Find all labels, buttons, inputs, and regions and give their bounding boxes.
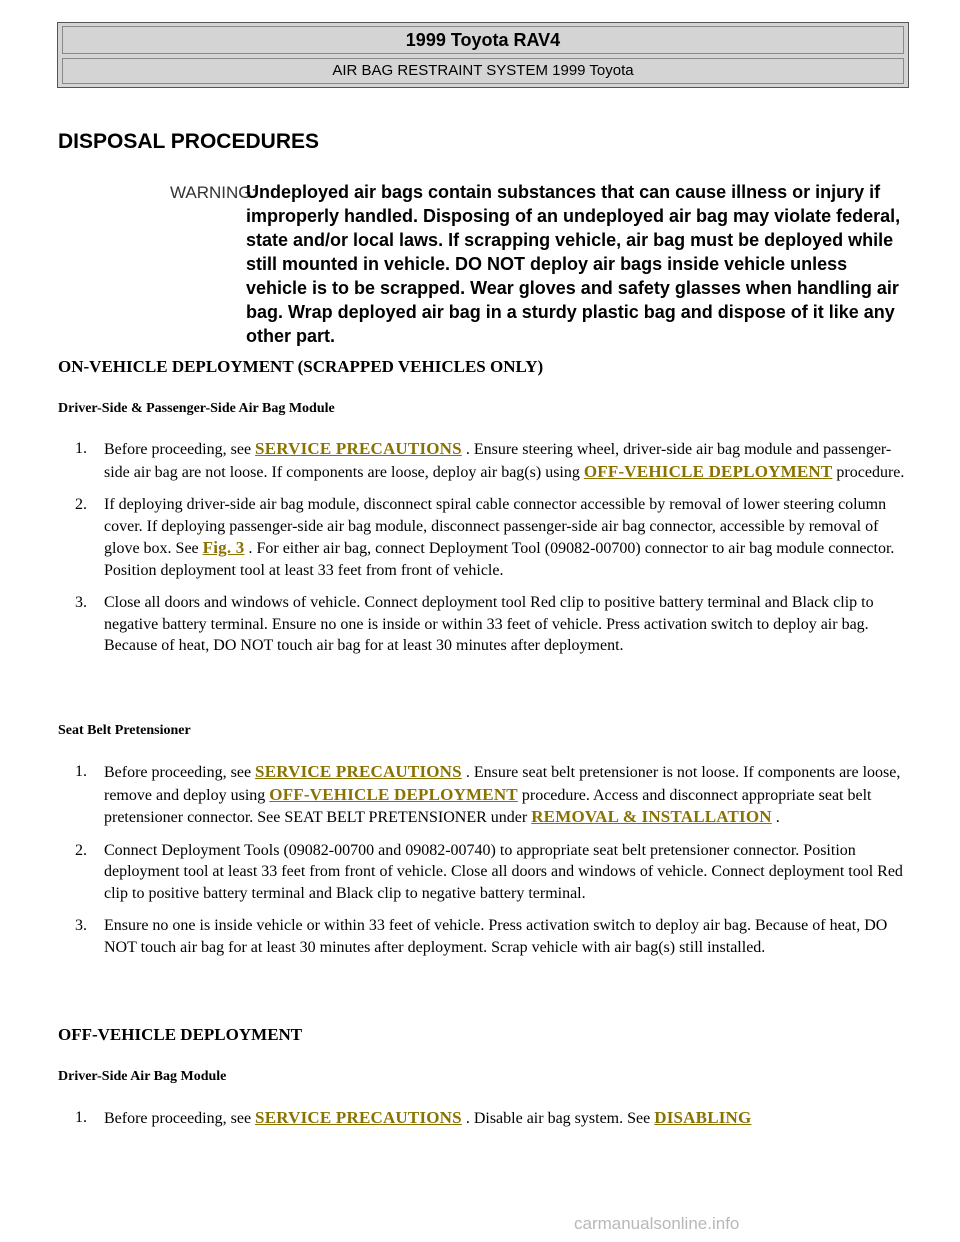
step-text: Close all doors and windows of vehicle. Connect deployment tool Red clip to positive battery terminal and Black clip to negative battery terminal. Ensure no one is inside or within 33 feet of vehicle. Press activation switch to deploy air bag. Because of heat, DO NOT touch air bag for at least 30 minutes after deployment. xyxy=(104,594,874,654)
step-text: procedure. Access and disconnect appropriate seat belt pretensioner connector. See SEAT BELT PRETENSIONER under xyxy=(104,786,872,826)
pretensioner-steps xyxy=(75,761,905,969)
step-number: 1. xyxy=(75,763,87,780)
step-number: 1. xyxy=(75,440,87,457)
step-text: Before proceeding, see xyxy=(104,441,256,458)
list-item xyxy=(75,494,905,581)
service-precautions-link[interactable]: SERVICE PRECAUTIONS xyxy=(255,1108,462,1127)
step-number: 3. xyxy=(75,594,87,611)
driver-airbag-heading: Driver-Side Air Bag Module xyxy=(58,1069,227,1084)
step-text: Connect Deployment Tools (09082-00700 and 09082-00740) to appropriate seat belt pretensioner connector. Position deployment tool at least 33 feet from front of vehicle. Close all doors and windows of vehicle. Connect deployment tool Red clip to positive battery terminal and Black clip to negative battery terminal. xyxy=(104,841,903,902)
service-precautions-link[interactable]: SERVICE PRECAUTIONS xyxy=(255,762,462,781)
off-vehicle-deployment-link[interactable]: OFF-VEHICLE DEPLOYMENT xyxy=(583,461,833,481)
off-vehicle-driver-steps xyxy=(75,1107,905,1141)
step-text: . Ensure seat belt pretensioner is not loose. If components are loose, remove and deploy using xyxy=(104,764,901,804)
list-item xyxy=(75,915,905,958)
list-item xyxy=(75,592,905,657)
step-text: . For either air bag, connect Deployment Tool (09082-00700) connector to air bag module connector. Position deployment tool at least 33 feet from front of vehicle. xyxy=(104,540,895,579)
list-item xyxy=(75,840,905,905)
driver-passenger-heading: Driver-Side & Passenger-Side Air Bag Module xyxy=(58,401,335,416)
on-vehicle-heading: ON-VEHICLE DEPLOYMENT (SCRAPPED VEHICLES ONLY) xyxy=(58,357,544,376)
step-number: 3. xyxy=(75,917,87,934)
step-number: 2. xyxy=(75,841,87,859)
pretensioner-heading: Seat Belt Pretensioner xyxy=(58,723,191,738)
step-text: Before proceeding, see xyxy=(104,764,256,781)
step-text: . Ensure steering wheel, driver-side air bag module and passenger-side air bag are not loose. If components are loose, deploy air bag(s) using xyxy=(104,441,892,481)
step-number: 1. xyxy=(75,1109,87,1126)
list-item xyxy=(75,761,905,829)
step-text: . Disable air bag system. See xyxy=(461,1110,655,1127)
list-item xyxy=(75,438,905,483)
step-text: Ensure no one is inside vehicle or within 33 feet of vehicle. Press activation switch to deploy air bag. Because of heat, DO NOT touch air bag for at least 30 minutes after deployment. Scrap vehicle with air bag(s) still installed. xyxy=(104,917,888,956)
off-vehicle-deployment-link[interactable]: OFF-VEHICLE DEPLOYMENT xyxy=(269,784,518,804)
fig-3-link[interactable]: Fig. 3 xyxy=(202,538,245,557)
removal-installation-link[interactable]: REMOVAL & INSTALLATION xyxy=(531,807,772,826)
list-item xyxy=(75,1107,905,1130)
step-text: procedure. xyxy=(832,463,905,481)
step-text: If deploying driver-side air bag module, disconnect spiral cable connector accessible by removal of lower steering column cover. If deploying passenger-side air bag module, disconnect passenger-side air bag connector, accessible by removal of glove box. See xyxy=(104,496,887,557)
disabling-link[interactable]: DISABLING xyxy=(654,1108,752,1127)
step-text: Before proceeding, see xyxy=(104,1110,256,1127)
step-text: . xyxy=(771,809,780,826)
watermark: carmanualsonline.info xyxy=(574,1214,740,1233)
on-vehicle-airbag-steps xyxy=(75,438,905,668)
warning-label: WARNING: xyxy=(170,183,257,202)
off-vehicle-heading: OFF-VEHICLE DEPLOYMENT xyxy=(58,1025,303,1044)
document-subtitle: AIR BAG RESTRAINT SYSTEM 1999 Toyota xyxy=(62,58,904,84)
service-precautions-link[interactable]: SERVICE PRECAUTIONS xyxy=(255,439,462,458)
document-title: 1999 Toyota RAV4 xyxy=(62,26,904,54)
section-title: DISPOSAL PROCEDURES xyxy=(58,130,319,153)
step-number: 2. xyxy=(75,496,87,513)
warning-text: Undeployed air bags contain substances that can cause illness or injury if improperly handled. Disposing of an undeployed air bag may violate federal, state and/or local laws. If scrapping vehicle, air bag must be deployed while still mounted in vehicle. DO NOT deploy air bags inside vehicle unless vehicle is to be scrapped. Wear gloves and safety glasses when handling air bag. Wrap deployed air bag in a sturdy plastic bag and dispose of it like any other part. xyxy=(246,182,901,346)
